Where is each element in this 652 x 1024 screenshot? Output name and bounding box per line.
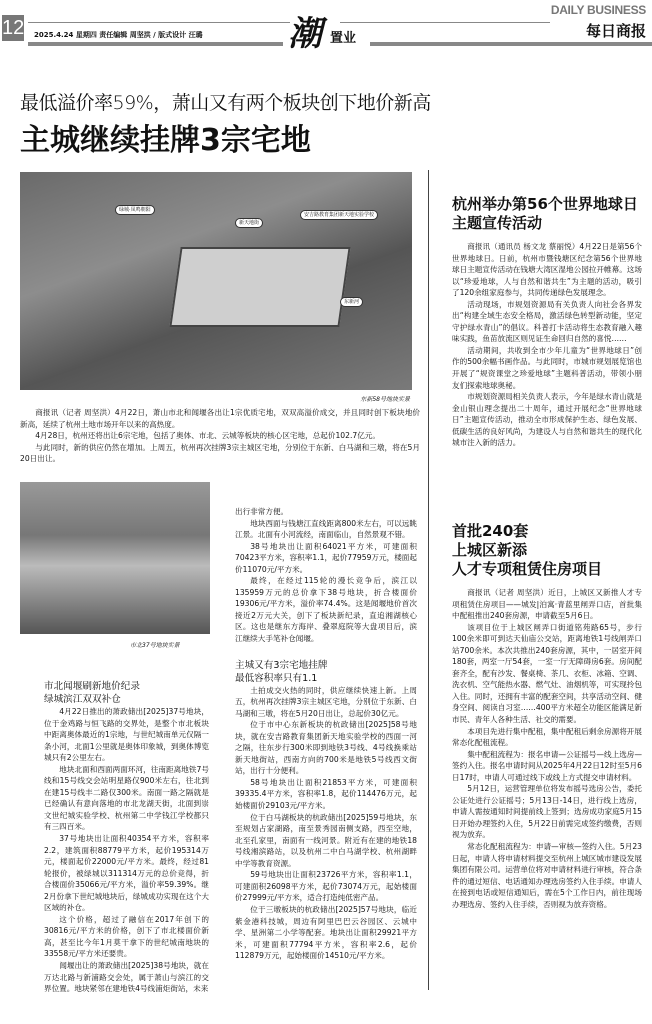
article-title: 人才专项租赁住房项目 xyxy=(452,560,603,578)
photo-caption: 东新58号地块实景 xyxy=(360,396,410,403)
paragraph: 38号地块出让面积64021平方米，可建面积70423平方米，容积率1.1，起价77959万元，楼面起价11070元/平方米。 xyxy=(235,541,417,574)
paragraph: 位于白马湖板块的杭政储出[2025]59号地块，东至规划占家湖路，南至景秀园南侧支路，西至空地，北至孔家里，南面有一线河景。附近有在建的地铁18号线湘滨路站，以及杭州二中白马湖学校、杭州湖畔中学等教育资源。 xyxy=(235,812,417,868)
issue-meta: 2025.4.24 星期四 责任编辑 周坚洪 / 版式设计 汪璐 xyxy=(34,31,203,39)
paragraph: 地块北面和西面两面环河，往南距离地铁7号线和15号线交会站明星路仅900米左右，往北到在建15号线丰二路仅300米。南面一路之隔就是已经确认有意向落地的市北龙湖天街，北面到崇文世纪城实验学校、杭州第二中学钱江学校都只有三四百米。 xyxy=(44,764,209,832)
column-2 xyxy=(235,506,417,962)
section-heading: 主城又有3宗宅地挂牌 xyxy=(235,659,328,671)
paragraph: 商报讯（记者 周坚洪）近日，上城区又新推人才专项租赁住房项目——城发|泊寓·青蓝里闸弄口店，首批集中配租推出240套房源，申请截至5月6日。 xyxy=(452,588,642,621)
photo-tag: 绿城·凤鸣朝阳 xyxy=(115,205,155,215)
section-name: 置业 xyxy=(330,31,357,46)
article-title: 上城区新添 xyxy=(452,541,528,559)
plot-37-photo xyxy=(20,482,210,634)
aerial-photo xyxy=(20,172,412,390)
section-heading: 市北闻堰刷新地价纪录 xyxy=(44,681,140,692)
paragraph: 常态化配租流程为：申请—审核—签约入住。5月23日起，申请人将申请材料提交至杭州上城区城市建设发展集团有限公司。运营单位将对申请材料进行审核，符合条件的通过短信、电话通知办理选房签约入住手续。申请人在接到电话或短信通知后，需在5个工作日内，前往现场办理选房、签约入住手续，否则视为放弃资格。 xyxy=(452,842,642,909)
divider xyxy=(340,22,550,23)
photo-tag: 东新河 xyxy=(340,297,363,307)
column-1 xyxy=(44,680,209,995)
brand-en: DAILY BUSINESS xyxy=(550,3,646,17)
sidebar-article-rental-housing xyxy=(452,522,642,910)
divider xyxy=(370,42,652,46)
headline-title: 主城继续挂牌3宗宅地 xyxy=(20,123,311,158)
article-body xyxy=(235,685,417,962)
paragraph: 4月22日推出的萧政储出[2025]37号地块，位于金鸡路与恒飞路的交界处，是整个市北板块中距离奥体最近的1宗地，与世纪城南单元仅隔一条小河，北面1公里就是奥体印象城，到奥体博览城只有2公里左右。 xyxy=(44,707,209,763)
paragraph: 闻堰出让的萧政储出[2025]38号地块，就在万达北路与新浦路交会处，属于萧山与滨江的交界位置。地块紧邻在建地铁4号线浦炬街站，未来 xyxy=(44,961,209,994)
divider xyxy=(28,22,290,23)
paragraph: 出行非常方便。 xyxy=(235,507,289,516)
paragraph: 最终，在经过115轮的漫长竞争后，滨江以135959万元的总价拿下38号地块，折合楼面价19306元/平方米，溢价率74.4%。这是闻堰地价首次接近2万元大关，创下了板块新纪录，直追湘湖核心区。这也是继东方海岸、叠翠庭院等大盘项目后，滨江继续大手笔补仓闻堰。 xyxy=(235,576,417,644)
article-body xyxy=(235,506,417,645)
paragraph: 土拍成交火热的同时，供应继续快速上新。上周五，杭州再次挂牌3宗主城区宅地，分别位于东新、白马湖和三墩，将在5月20日出让，总起价30亿元。 xyxy=(235,685,417,718)
paragraph: 商报讯（记者 周坚洪）4月22日，萧山市北和闻堰各出让1宗优质宅地，双双高溢价成交，并且同时创下板块地价新高，延续了杭州土地市场开年以来的高热度。 xyxy=(20,408,420,429)
photo-caption: 市北37号地块实景 xyxy=(130,642,180,649)
headline-subtitle: 最低溢价率59%，萧山又有两个板块创下地价新高 xyxy=(20,92,431,114)
section-heading: 绿城滨江双双补仓 xyxy=(44,694,121,705)
paragraph: 5月12日，运营管理单位将发布摇号选房公告，委托公证处进行公证摇号；5月13日-14日，进行线上选房，申请人需按通知时间提前线上签到；选房成功家庭5月15日开始办理签约入住，5月22日前需完成签约缴费，否则视为放弃。 xyxy=(452,784,642,840)
article-body xyxy=(44,706,209,995)
paragraph: 58号地块出让面积21853平方米，可建面积39335.4平方米，容积率1.8，起价114476万元，起始楼面价29103元/平方米。 xyxy=(235,777,417,811)
brand-cn: 每日商报 xyxy=(585,22,646,40)
paragraph: 位于市中心东新板块的杭政储出[2025]58号地块，就在安吉路教育集团新天地实验学校的西面一河之隔，往东步行300米即到地铁3号线、4号线换乘站新天地街站，西南方向的700米是地铁5号线西文街站，出行十分便利。 xyxy=(235,720,417,776)
divider xyxy=(28,42,283,46)
paragraph: 59号地块出让面积23726平方米，容积率1.1，可建面积26098平方米，起价73074万元，起始楼面价27999元/平方米，适合打造纯低密产品。 xyxy=(235,870,417,903)
paragraph: 该项目位于上城区闸弄口街道铭苑路65号，步行100余米即可到达天仙庙公交站，距离地铁1号线闸弄口站700余米。本次共推出240套房源，其中，一居室开间180套，两室一厅54套，一室一厅无障碍房6套。房间配套齐全，配有沙发、餐桌椅、茶几、衣柜、冰箱、空调、洗衣机、空气能热水器、燃气灶、油烟机等，可实现拎包入住。同时，还拥有丰富的配套空间，共享活动空间、健身空间、阅读自习室……400平方米超全功能区能满足新市民、青年人各种生活、社交的需要。 xyxy=(452,622,642,725)
article-body xyxy=(452,587,642,910)
photo-tag: 安吉路教育集团新天地实验学校 xyxy=(300,210,378,220)
paragraph: 地块西面与钱塘江直线距离800米左右，可以远眺江景。北面有小河流经，南面临山，自然景观不错。 xyxy=(235,518,417,540)
section-logo: 潮 xyxy=(288,14,322,54)
paragraph: 这个价格，超过了融信在2017年创下的30816元/平方米的价格，创下了市北楼面价新高，甚至比今年1月莫干拿下的世纪城南地块的33558元/平方米还要贵。 xyxy=(44,914,209,959)
lead-intro xyxy=(20,407,420,465)
paragraph: 37号地块出让面积40354平方米，容积率2.2，建筑面积88779平方米，起价195314万元，楼面起价22000元/平方米。最终，经过81轮报价，被绿城以311314万元的总价竞得，折合楼面价35066元/平方米，溢价率59.39%。继2月份拿下世纪城地块后，绿城成功实现在这个大区域的补仓。 xyxy=(44,834,209,913)
paragraph: 与此同时，新的供应仍然在增加。上周五，杭州再次挂牌3宗主城区宅地，分别位于东新、白马湖和三墩，将在5月20日出让。 xyxy=(20,442,420,464)
paragraph: 市规划资源局相关负责人表示，今年是绿水青山就是金山银山理念提出二十周年，通过开展纪念“世界地球日”主题宣传活动，推动全市形成保护生态、绿色发展、低碳生活的良好风尚，为建设人与自然和谐共生的现代化城市注入新的活力。 xyxy=(452,392,642,448)
paragraph: 活动现场，市规划资源局有关负责人向社会各界发出“构建全域生态安全格局，激活绿色转型新动能，坚定守护绿水青山”的倡议。科普打卡活动将生态教育融入趣味实践，鱼苗放流区则见证生命回归自然的喜悦…… xyxy=(452,299,642,344)
paragraph: 4月28日，杭州还将出让6宗宅地，包括了奥体、市北、云城等板块的核心区宅地，总起价102.7亿元。 xyxy=(35,431,380,441)
photo-tag: 新天地街 xyxy=(235,218,263,228)
section-heading: 最低容积率只有1.1 xyxy=(235,672,318,684)
article-title: 杭州举办第56个世界地球日主题宣传活动 xyxy=(452,195,638,232)
article-title: 首批240套 xyxy=(452,522,529,540)
paragraph: 位于三墩板块的杭政储出[2025]57号地块，临近紫金港科技城，周边有阿里巴巴云谷园区、云城中学、星洲第二小学等配套。地块出让面积29921平方米，可建面积77794平方米，容积率2.6，起价112879万元，起始楼面价14510元/平方米。 xyxy=(235,904,417,961)
column-divider xyxy=(428,170,429,990)
paragraph: 商报讯（通讯员 杨文龙 蔡丽悦）4月22日是第56个世界地球日。日前，杭州市暨钱塘区纪念第56个世界地球日主题宣传活动在钱塘大湾区湿地公园拉开帷幕。这场以“珍爱地球，人与自然和谐共生”为主题的活动，吸引了120余组家庭参与，共同传递绿色发展理念。 xyxy=(452,242,642,298)
paragraph: 本项目先进行集中配租，集中配租后剩余房源将开展常态化配租流程。 xyxy=(452,726,642,748)
sidebar-article-earth-day xyxy=(452,195,642,449)
paragraph: 集中配租流程为：报名申请—公证摇号—线上选房—签约入住。报名申请时间从2025年4月22日12时至5月6日17时，申请人可通过线下或线上方式提交申请材料。 xyxy=(452,749,642,782)
paragraph: 活动期间，共收到全市少年儿童为“世界地球日”创作的500余幅书画作品。与此同时，市城市规划展览馆也开展了“规资课堂之珍爱地球”主题科普活动，带领小朋友们探索地球奥秘。 xyxy=(452,345,642,390)
page-number: 12 xyxy=(2,17,25,39)
land-plot-outline xyxy=(169,247,350,327)
article-body xyxy=(452,241,642,449)
